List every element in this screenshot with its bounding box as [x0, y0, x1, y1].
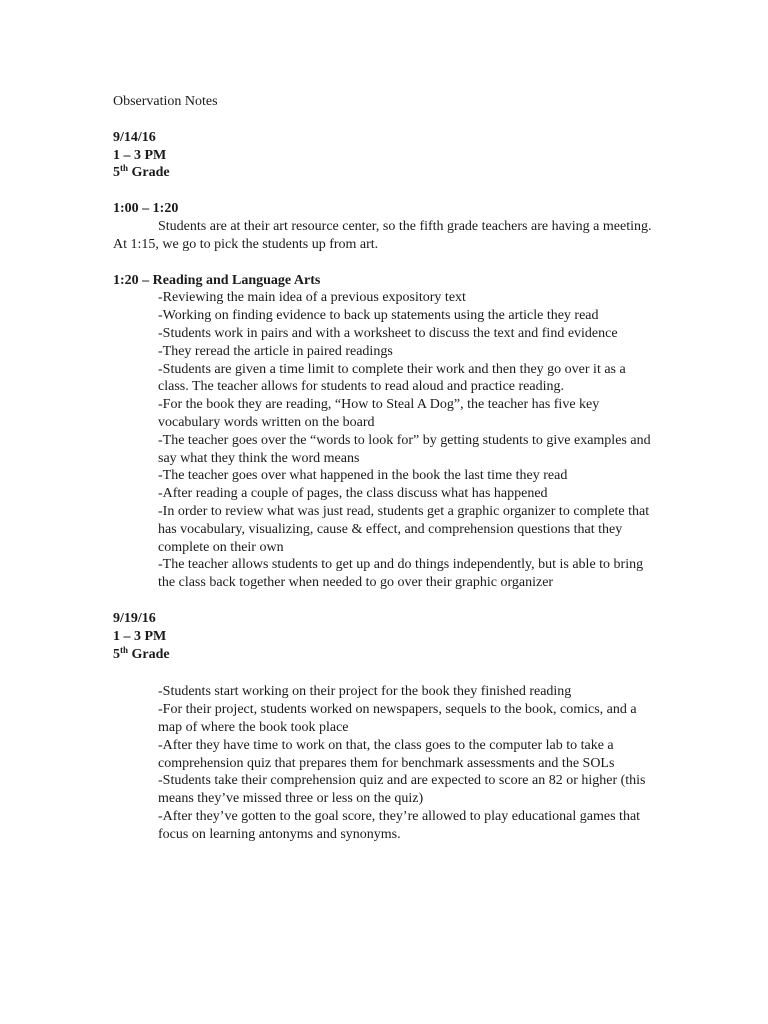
block-1-heading: 1:00 – 1:20 — [113, 201, 179, 217]
session-2-notes-list — [113, 683, 658, 843]
list-item: -After reading a couple of pages, the class discuss what has happened — [158, 486, 548, 502]
session-2-grade — [113, 646, 658, 664]
session-2-grade-word: Grade — [128, 646, 170, 662]
list-item: -Students take their comprehension quiz and are expected to score an 82 or higher (this means they’ve missed three or less on the quiz) — [158, 773, 646, 807]
session-1 — [113, 129, 658, 592]
session-2-grade-number: 5 — [113, 646, 120, 662]
session-1-grade-number: 5 — [113, 165, 120, 181]
list-item: -They reread the article in paired readings — [158, 343, 393, 359]
block-1-text: Students are at their art resource center, so the fifth grade teachers are having a meeting. At 1:15, we go to pick the students up from art. — [113, 218, 652, 252]
session-1-grade — [113, 164, 658, 182]
session-1-notes-list — [113, 289, 658, 592]
block-2-heading: 1:20 – Reading and Language Arts — [113, 272, 321, 288]
list-item: -Reviewing the main idea of a previous expository text — [158, 290, 466, 306]
session-1-date: 9/14/16 — [113, 129, 156, 145]
list-item: -The teacher allows students to get up and do things independently, but is able to bring the class back together when needed to go over their graphic organizer — [158, 557, 644, 591]
list-item: -The teacher goes over the “words to look for” by getting students to give examples and say what they think the word means — [158, 432, 651, 466]
session-2-time: 1 – 3 PM — [113, 628, 167, 644]
list-item: -In order to review what was just read, students get a graphic organizer to complete that has vocabulary, visualizing, cause & effect, and comprehension questions that they complete on their own — [158, 503, 650, 555]
session-1-grade-suffix: th — [120, 163, 129, 174]
session-1-time: 1 – 3 PM — [113, 147, 167, 163]
list-item: -Students start working on their project for the book they finished reading — [158, 684, 572, 700]
list-item: -For the book they are reading, “How to Steal A Dog”, the teacher has five key vocabulary words written on the board — [158, 397, 600, 430]
list-item: -After they have time to work on that, the class goes to the computer lab to take a comprehension quiz that prepares them for benchmark assessments and the SOLs — [158, 737, 615, 771]
session-1-grade-word: Grade — [128, 165, 170, 181]
document-title: Observation Notes — [113, 94, 218, 109]
list-item: -Students work in pairs and with a worksheet to discuss the text and find evidence — [158, 325, 618, 341]
list-item: -The teacher goes over what happened in the book the last time they read — [158, 468, 568, 484]
session-2 — [113, 610, 658, 844]
session-2-date: 9/19/16 — [113, 610, 156, 626]
list-item: -After they’ve gotten to the goal score, they’re allowed to play educational games that focus on learning antonyms and synonyms. — [158, 808, 641, 842]
list-item: -Students are given a time limit to complete their work and then they go over it as a class. The teacher allows for students to read aloud and practice reading. — [158, 361, 626, 395]
session-2-grade-suffix: th — [120, 644, 129, 655]
list-item: -Working on finding evidence to back up statements using the article they read — [158, 308, 599, 324]
list-item: -For their project, students worked on newspapers, sequels to the book, comics, and a map of where the book took place — [158, 702, 637, 735]
document-page — [113, 93, 658, 843]
